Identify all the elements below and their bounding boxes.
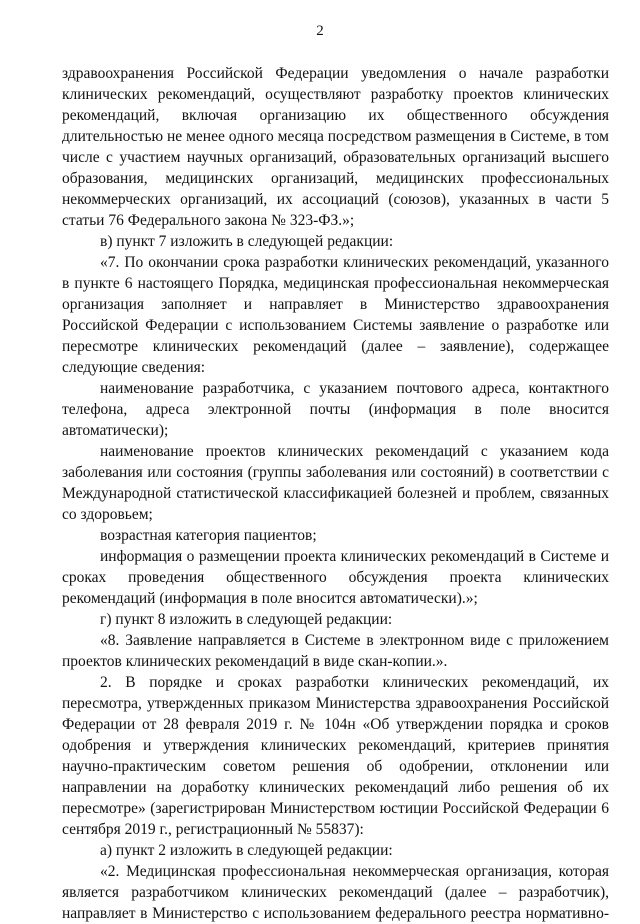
- document-body: [62, 63, 609, 924]
- paragraph: г) пункт 8 изложить в следующей редакции:: [100, 611, 393, 628]
- paragraph: наименование проектов клинических рекомендаций с указанием кода заболевания или состояния (группы заболевания или состояний) в соответствии с Международной статистической классификацией болезней и проблем, связанных со здоровьем;: [62, 443, 609, 523]
- paragraph: «8. Заявление направляется в Системе в электронном виде с приложением проектов клинических рекомендаций в виде скан-копии.».: [62, 632, 609, 670]
- paragraph: наименование разработчика, с указанием почтового адреса, контактного телефона, адреса электронной почты (информация в поле вносится автоматически);: [62, 380, 609, 439]
- paragraph: в) пункт 7 изложить в следующей редакции:: [100, 233, 394, 250]
- page-number: 2: [316, 23, 324, 39]
- paragraph: здравоохранения Российской Федерации уведомления о начале разработки клинических рекомендаций, осуществляют разработку проектов клинических рекомендаций, включая организацию их общественного обсуждения длительностью не менее одного месяца посредством размещения в Системе, в том числе с участием научных организаций, образовательных организаций высшего образования, медицинских организаций, медицинских профессиональных некоммерческих организаций, их ассоциаций (союзов), указанных в части 5 статьи 76 Федерального закона № 323-ФЗ.»;: [62, 65, 609, 229]
- paragraph: «2. Медицинская профессиональная некоммерческая организация, которая является разработчиком клинических рекомендаций (далее – разработчик), направляет в Министерство с использованием федерального реестра нормативно-: [62, 863, 609, 922]
- paragraph: «7. По окончании срока разработки клинических рекомендаций, указанного в пункте 6 настоящего Порядка, медицинская профессиональная некоммерческая организация заполняет и направляет в Министерство здравоохранения Российской Федерации с использованием Системы заявление о разработке или пересмотре клинических рекомендаций (далее – заявление), содержащее следующие сведения:: [62, 254, 609, 376]
- paragraph: информация о размещении проекта клинических рекомендаций в Системе и сроках проведения общественного обсуждения проекта клинических рекомендаций (информация в поле вносится автоматически).»;: [62, 548, 609, 607]
- paragraph: а) пункт 2 изложить в следующей редакции:: [100, 842, 393, 859]
- paragraph: возрастная категория пациентов;: [100, 527, 317, 544]
- paragraph: 2. В порядке и сроках разработки клинических рекомендаций, их пересмотра, утвержденных приказом Министерства здравоохранения Российской Федерации от 28 февраля 2019 г. № 104н «Об утверждении порядка и сроков одобрения и утверждения клинических рекомендаций, критериев принятия научно-практическим советом решения об одобрении, отклонении или направлении на доработку клинических рекомендаций либо решения об их пересмотре» (зарегистрирован Министерством юстиции Российской Федерации 6 сентября 2019 г., регистрационный № 55837):: [62, 674, 609, 838]
